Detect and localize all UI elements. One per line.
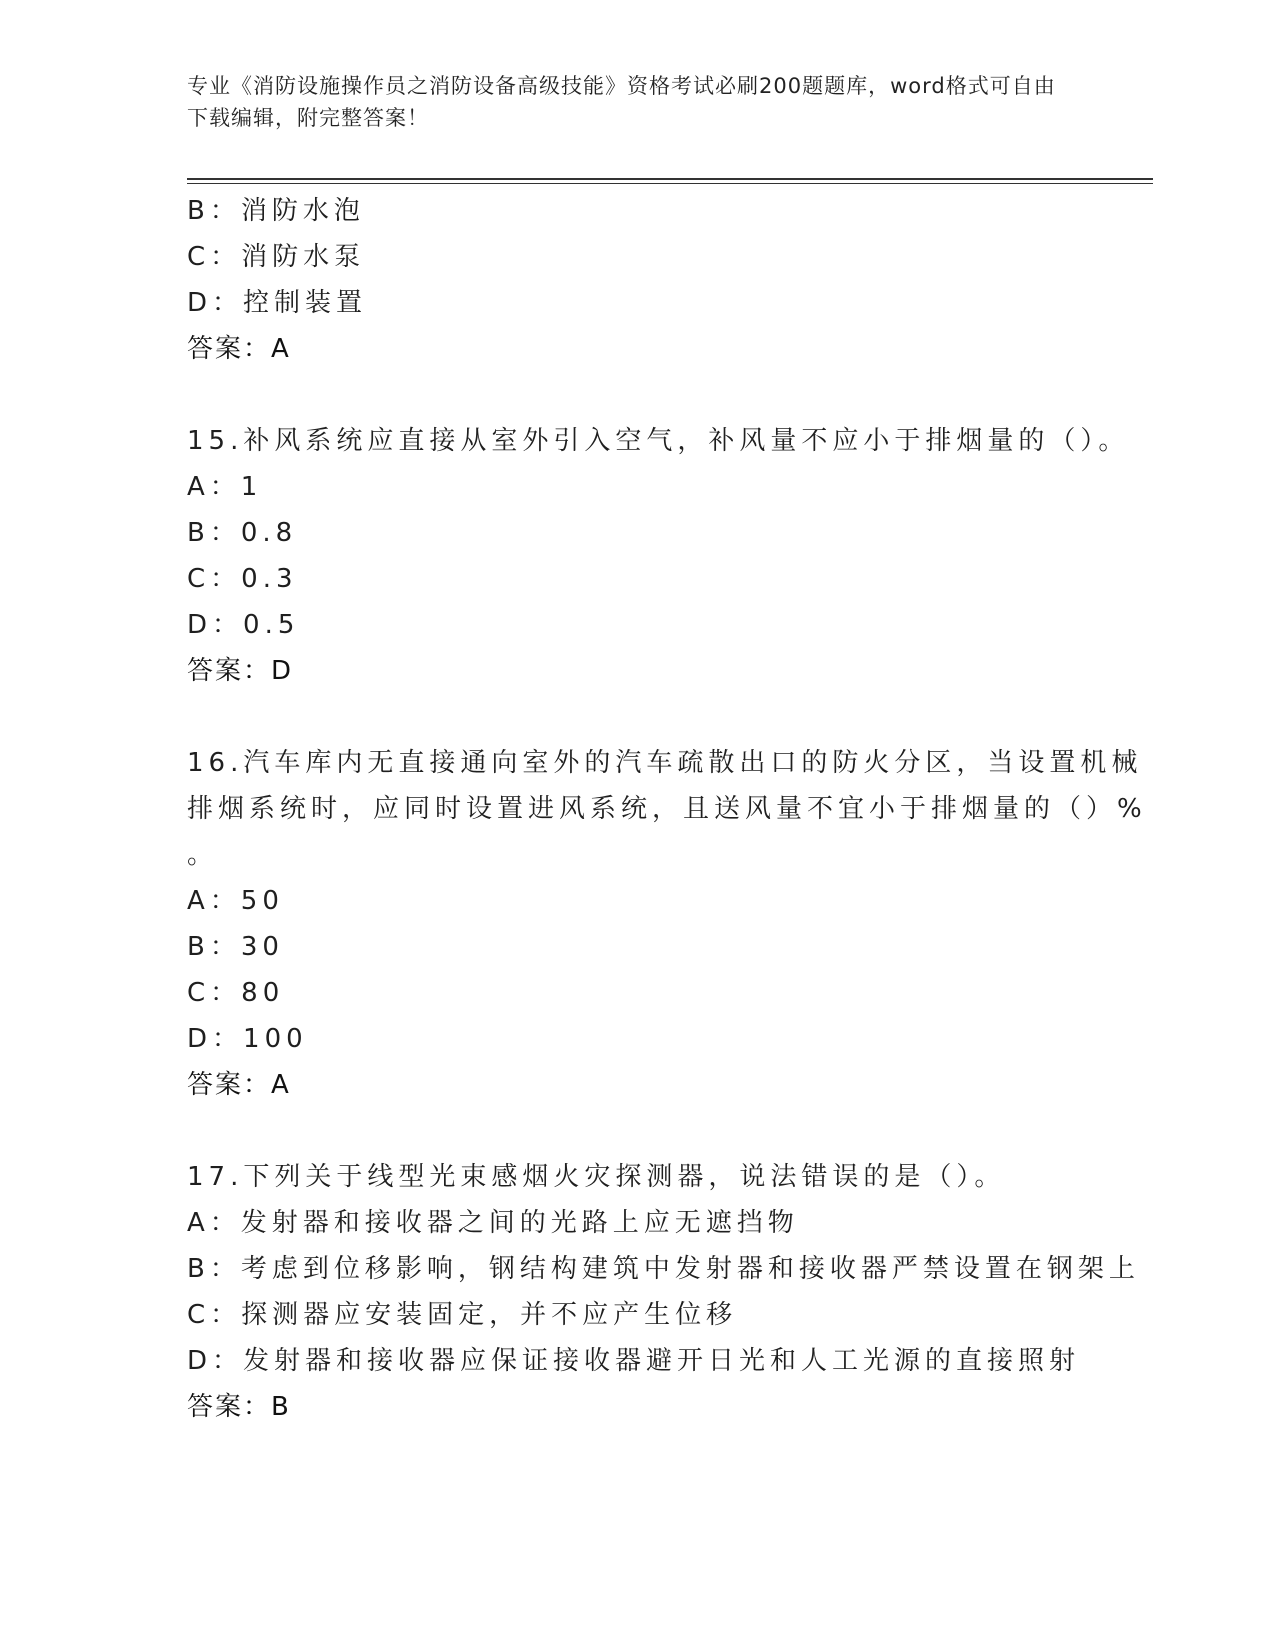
spacer xyxy=(187,372,1087,418)
header-divider-thick xyxy=(187,178,1153,180)
option-c: C：80 xyxy=(187,978,285,1008)
option-b: B：消防水泡 xyxy=(187,196,365,226)
question-stem-line-2: 排烟系统时，应同时设置进风系统，且送风量不宜小于排烟量的（）% xyxy=(187,794,1147,824)
option-d: D：控制装置 xyxy=(187,288,368,318)
answer-line: 答案：B xyxy=(187,1392,291,1422)
option-c: C：0.3 xyxy=(187,564,298,594)
question-stem: 15.补风系统应直接从室外引入空气，补风量不应小于排烟量的（）。 xyxy=(187,426,1130,456)
document-header: 专业《消防设施操作员之消防设备高级技能》资格考试必刷200题题库，word格式可自由下载编辑，附完整答案！ xyxy=(187,74,1056,130)
answer-line: 答案：A xyxy=(187,334,291,364)
option-c: C：探测器应安装固定，并不应产生位移 xyxy=(187,1300,738,1330)
option-a: A：发射器和接收器之间的光路上应无遮挡物 xyxy=(187,1208,799,1238)
question-stem-line-1: 16.汽车库内无直接通向室外的汽车疏散出口的防火分区，当设置机械 xyxy=(187,748,1143,778)
question-stem-line-3: 。 xyxy=(187,840,219,870)
question-15 xyxy=(187,418,1130,694)
option-a: A：50 xyxy=(187,886,284,916)
question-17 xyxy=(187,1154,1140,1430)
answer-line: 答案：D xyxy=(187,656,294,686)
option-b: B：30 xyxy=(187,932,284,962)
question-stem: 17.下列关于线型光束感烟火灾探测器，说法错误的是（）。 xyxy=(187,1162,1006,1192)
option-d: D：0.5 xyxy=(187,610,300,640)
header-divider-thin xyxy=(187,183,1153,184)
answer-line: 答案：A xyxy=(187,1070,291,1100)
question-14-continuation xyxy=(187,188,1087,372)
option-b: B：考虑到位移影响，钢结构建筑中发射器和接收器严禁设置在钢架上 xyxy=(187,1254,1140,1284)
option-d: D：发射器和接收器应保证接收器避开日光和人工光源的直接照射 xyxy=(187,1346,1081,1376)
question-list xyxy=(187,188,1147,1430)
spacer xyxy=(187,1108,1087,1154)
option-b: B：0.8 xyxy=(187,518,298,548)
question-16 xyxy=(187,740,1147,1108)
option-c: C：消防水泵 xyxy=(187,242,366,272)
spacer xyxy=(187,694,1087,740)
option-d: D：100 xyxy=(187,1024,308,1054)
option-a: A：1 xyxy=(187,472,263,502)
